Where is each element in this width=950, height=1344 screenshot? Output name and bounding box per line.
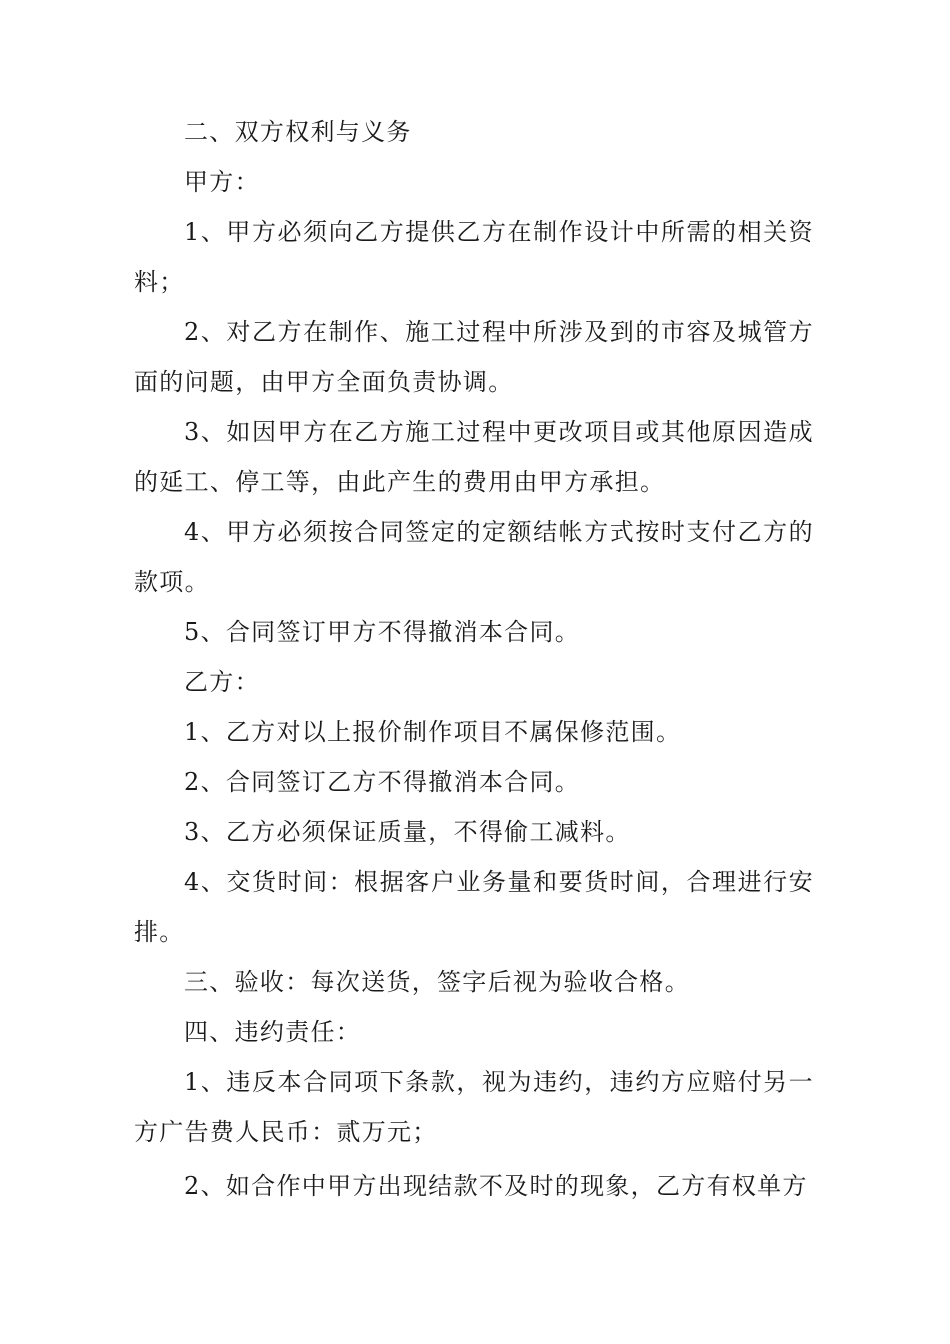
party-b-clause-1: 1、乙方对以上报价制作项目不属保修范围。 xyxy=(184,718,682,746)
section-heading-rights: 二、双方权利与义务 xyxy=(184,118,412,146)
party-b-clause-3: 3、乙方必须保证质量，不得偷工减料。 xyxy=(184,818,631,846)
party-a-clause-4: 4、甲方必须按合同签定的定额结帐方式按时支付乙方的款项。 xyxy=(134,518,814,596)
party-b-clause-4: 4、交货时间：根据客户业务量和要货时间，合理进行安排。 xyxy=(134,868,814,946)
section-heading-acceptance: 三、验收：每次送货，签字后视为验收合格。 xyxy=(184,968,690,996)
party-a-clause-3: 3、如因甲方在乙方施工过程中更改项目或其他原因造成的延工、停工等，由此产生的费用由甲方承担。 xyxy=(134,418,814,496)
party-a-clause-2: 2、对乙方在制作、施工过程中所涉及到的市容及城管方面的问题，由甲方全面负责协调。 xyxy=(134,318,814,396)
party-a-clause-1: 1、甲方必须向乙方提供乙方在制作设计中所需的相关资料； xyxy=(134,218,814,296)
party-b-heading: 乙方： xyxy=(184,668,260,696)
party-a-clause-5: 5、合同签订甲方不得撤消本合同。 xyxy=(184,618,581,646)
liability-clause-1: 1、违反本合同项下条款，视为违约，违约方应赔付另一方广告费人民币：贰万元； xyxy=(134,1068,814,1146)
party-b-clause-2: 2、合同签订乙方不得撤消本合同。 xyxy=(184,768,581,796)
liability-clause-2: 2、如合作中甲方出现结款不及时的现象，乙方有权单方 xyxy=(184,1172,808,1200)
section-heading-liability: 四、违约责任： xyxy=(184,1018,362,1046)
party-a-heading: 甲方： xyxy=(184,168,260,196)
document-page xyxy=(134,107,814,1211)
